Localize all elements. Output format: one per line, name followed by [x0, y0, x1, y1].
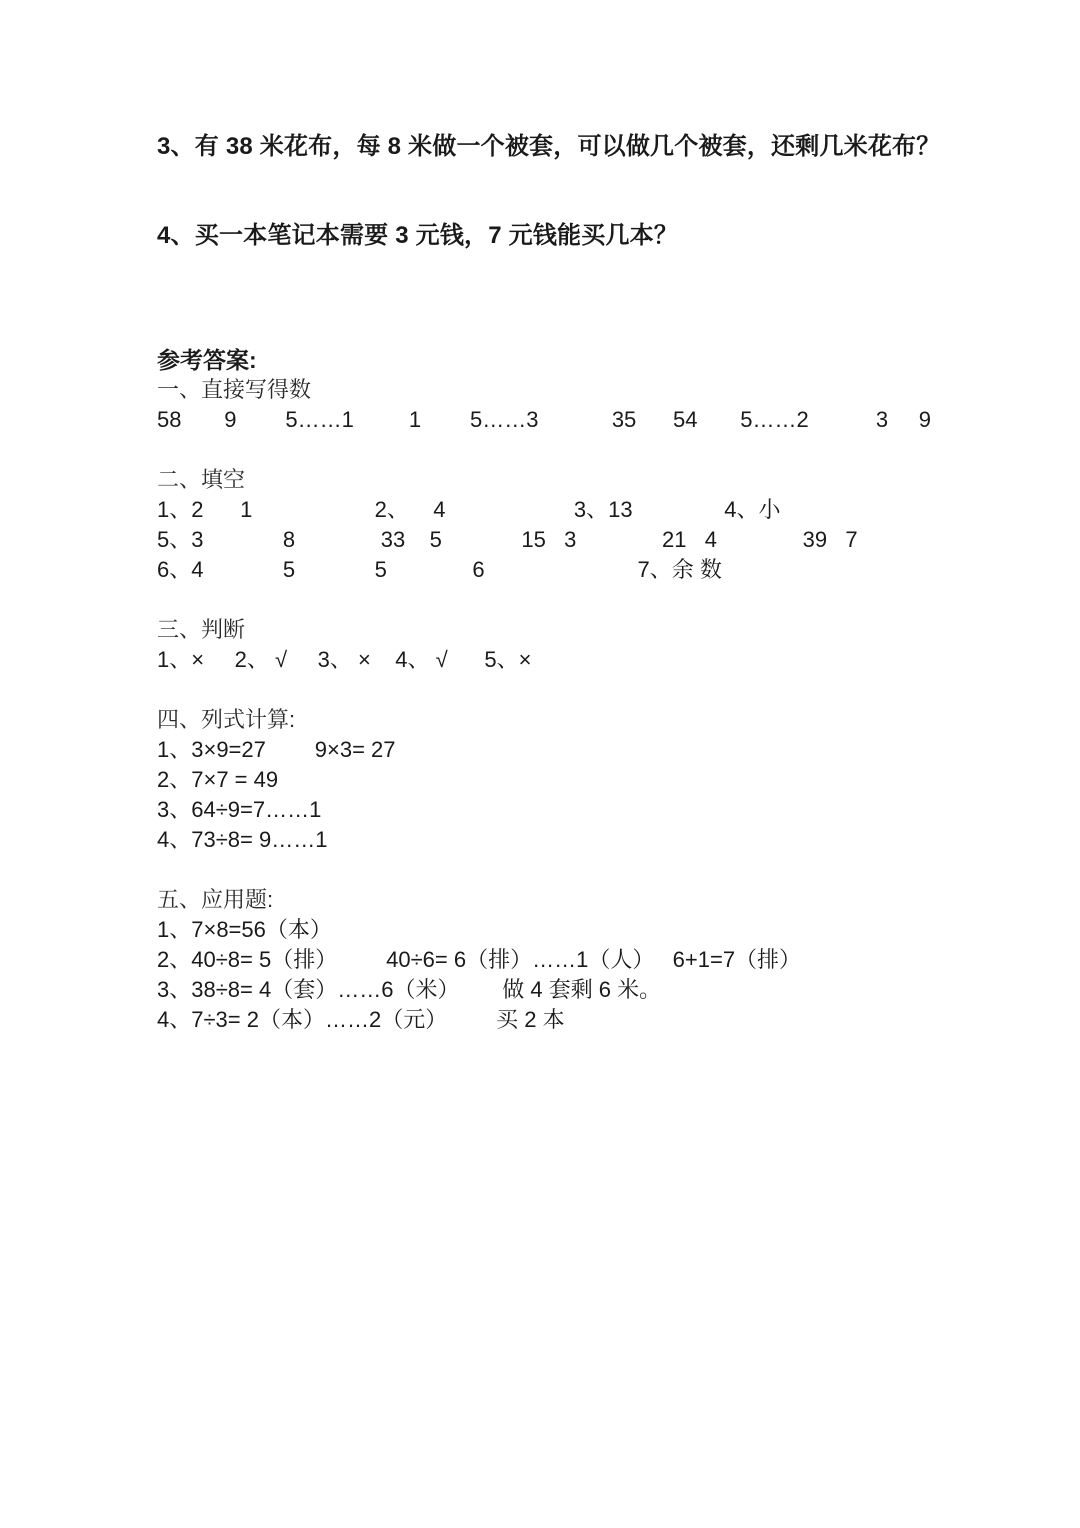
answer-line: 3、64÷9=7……1: [157, 797, 322, 822]
answer-line: 1、7×8=56（本）: [157, 917, 332, 942]
blank-space: [157, 162, 1040, 221]
answer-line: 2、40÷8= 5（排） 40÷6= 6（排）……1（人） 6+1=7（排）: [157, 947, 802, 972]
answer-line: 4、7÷3= 2（本）……2（元） 买 2 本: [157, 1007, 565, 1032]
question-4: 4、买一本笔记本需要 3 元钱，7 元钱能买几本？: [157, 222, 679, 249]
answer-line: 6、4 5 5 6 7、余 数: [157, 557, 722, 582]
answer-line: 1、3×9=27 9×3= 27: [157, 737, 396, 762]
blank-space: [157, 251, 1040, 345]
section-write-equations: [157, 705, 1040, 855]
question-3: 3、有 38 米花布，每 8 米做一个被套，可以做几个被套，还剩几米花布？: [157, 133, 941, 160]
section-heading: 四、列式计算:: [157, 707, 296, 732]
section-direct-computation: [157, 375, 1040, 435]
section-heading: 三、判断: [157, 617, 246, 642]
answer-key: [157, 345, 1040, 1035]
answer-line: 3、38÷8= 4（套）……6（米） 做 4 套剩 6 米。: [157, 977, 662, 1002]
answer-line: 1、2 1 2、 4 3、13 4、小: [157, 497, 781, 522]
section-fill-in-blanks: [157, 465, 1040, 585]
section-word-problems: [157, 885, 1040, 1035]
section-heading: 五、应用题:: [157, 887, 274, 912]
answer-line: 58 9 5……1 1 5……3 35 54 5……2 3 9: [157, 407, 931, 432]
answer-line: 2、7×7 = 49: [157, 767, 279, 792]
section-heading: 一、直接写得数: [157, 377, 312, 402]
answer-key-title: 参考答案:: [157, 347, 257, 373]
answer-line: 4、73÷8= 9……1: [157, 827, 328, 852]
section-heading: 二、填空: [157, 467, 246, 492]
answer-line: 5、3 8 33 5 15 3 21 4 39 7: [157, 527, 858, 552]
section-true-false: [157, 615, 1040, 675]
answer-line: 1、× 2、 √ 3、 × 4、 √ 5、×: [157, 647, 532, 672]
